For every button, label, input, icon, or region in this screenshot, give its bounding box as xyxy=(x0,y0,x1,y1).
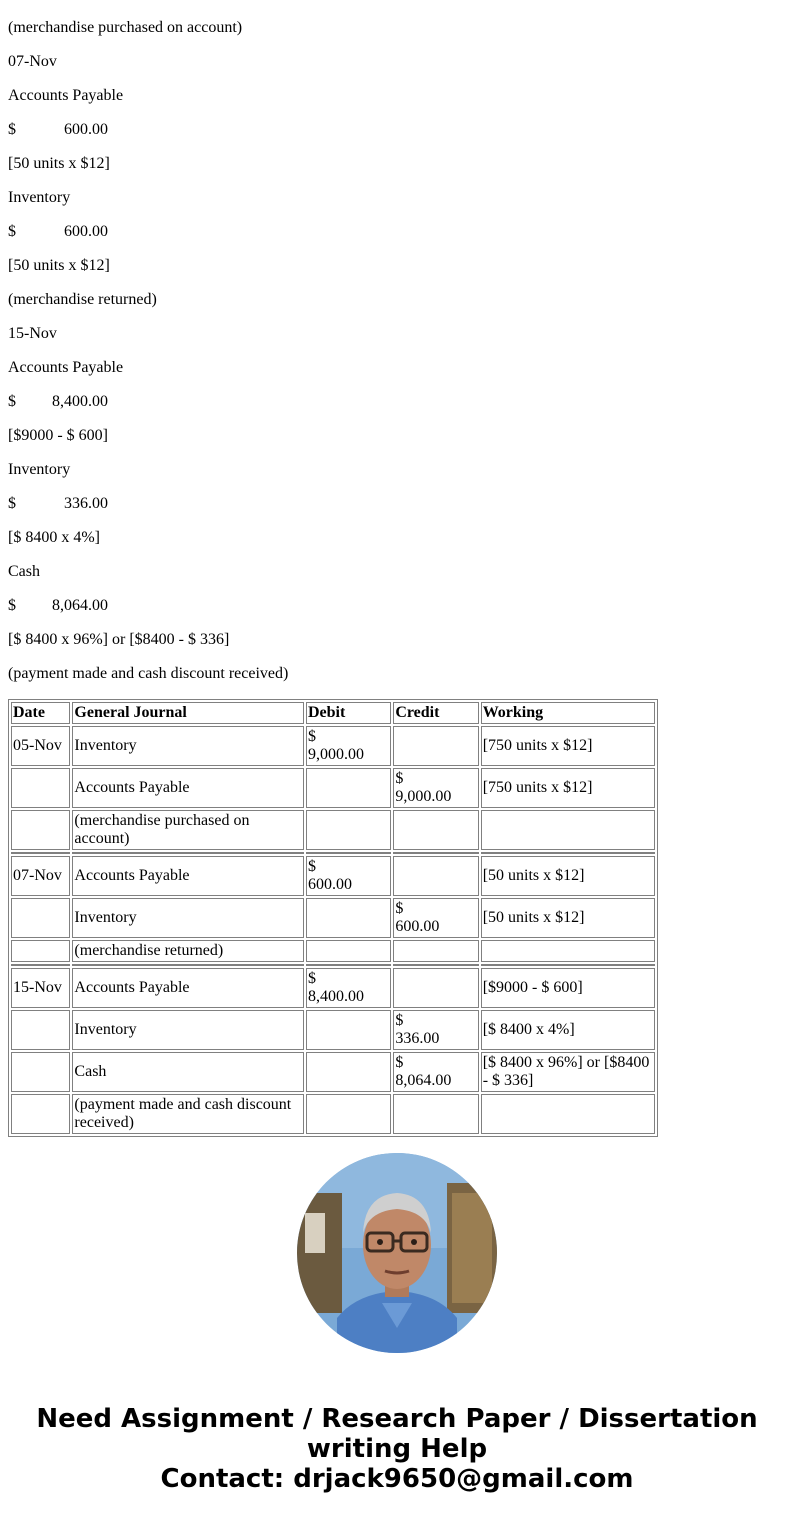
promo-line-2: writing Help xyxy=(306,1434,488,1464)
cell-debit: $ 9,000.00 xyxy=(306,726,391,766)
text-line: (merchandise returned) xyxy=(8,291,157,308)
amount-line xyxy=(8,495,108,513)
cell-working: [$ 8400 x 4%] xyxy=(481,1010,655,1050)
cell-account: Inventory xyxy=(72,1010,304,1050)
separator-cell xyxy=(306,852,391,854)
amount-value: 8,400.00 xyxy=(52,393,108,410)
amount-line xyxy=(8,597,108,615)
cell-credit: $ 336.00 xyxy=(393,1010,478,1050)
cell-working: [50 units x $12] xyxy=(481,856,655,896)
currency-symbol: $ xyxy=(8,393,16,410)
cell-date: 05-Nov xyxy=(11,726,70,766)
amount-line xyxy=(8,393,108,411)
separator-cell xyxy=(393,964,478,966)
promo-contact[interactable]: Contact: drjack9650@gmail.com xyxy=(160,1464,634,1494)
currency-symbol: $ xyxy=(8,597,16,614)
cell-debit xyxy=(306,898,391,938)
cell-debit xyxy=(306,1094,391,1134)
cell-working: [$9000 - $ 600] xyxy=(481,968,655,1008)
cell-date: 15-Nov xyxy=(11,968,70,1008)
cell-date xyxy=(11,898,70,938)
text-line: Inventory xyxy=(8,461,71,478)
table-header-row xyxy=(11,702,655,724)
table-row xyxy=(11,1094,655,1134)
cell-credit xyxy=(393,940,478,962)
separator-cell xyxy=(72,852,304,854)
text-line: Accounts Payable xyxy=(8,87,124,104)
text-line: Cash xyxy=(8,563,40,580)
cell-working xyxy=(481,1094,655,1134)
author-avatar xyxy=(297,1153,497,1353)
table-row xyxy=(11,726,655,766)
cell-credit xyxy=(393,856,478,896)
cell-account: Inventory xyxy=(72,726,304,766)
cell-account: Inventory xyxy=(72,898,304,938)
cell-date xyxy=(11,1010,70,1050)
separator-cell xyxy=(72,964,304,966)
amount-value: 336.00 xyxy=(64,495,108,512)
cell-debit: $ 8,400.00 xyxy=(306,968,391,1008)
cell-account: Accounts Payable xyxy=(72,768,304,808)
text-line: Accounts Payable xyxy=(8,359,124,376)
cell-working xyxy=(481,810,655,850)
table-row xyxy=(11,1010,655,1050)
column-header-working: Working xyxy=(481,702,655,724)
currency-symbol: $ xyxy=(8,121,16,138)
text-line: Inventory xyxy=(8,189,71,206)
column-header-credit: Credit xyxy=(393,702,478,724)
cell-credit xyxy=(393,810,478,850)
text-line: [50 units x $12] xyxy=(8,257,110,274)
cell-credit xyxy=(393,1094,478,1134)
separator-cell xyxy=(11,964,70,966)
cell-credit xyxy=(393,968,478,1008)
column-header-general-journal: General Journal xyxy=(72,702,304,724)
cell-working: [$ 8400 x 96%] or [$8400 - $ 336] xyxy=(481,1052,655,1092)
table-separator-row xyxy=(11,852,655,854)
promo-line-1: Need Assignment / Research Paper / Dissertation xyxy=(36,1404,758,1434)
cell-credit xyxy=(393,726,478,766)
cell-debit xyxy=(306,940,391,962)
cell-debit xyxy=(306,1010,391,1050)
cell-date xyxy=(11,810,70,850)
general-journal-table xyxy=(8,699,658,1137)
cell-account: (payment made and cash discount received) xyxy=(72,1094,304,1134)
promo-banner xyxy=(0,1404,794,1494)
cell-credit: $ 8,064.00 xyxy=(393,1052,478,1092)
separator-cell xyxy=(481,964,655,966)
cell-date xyxy=(11,940,70,962)
cell-account: (merchandise purchased on account) xyxy=(72,810,304,850)
cell-working: [50 units x $12] xyxy=(481,898,655,938)
cell-debit xyxy=(306,810,391,850)
text-line: (merchandise purchased on account) xyxy=(8,19,243,36)
amount-line xyxy=(8,223,108,241)
text-line: [$9000 - $ 600] xyxy=(8,427,108,444)
cell-credit: $ 600.00 xyxy=(393,898,478,938)
cell-date xyxy=(11,768,70,808)
text-line: (payment made and cash discount received) xyxy=(8,665,289,682)
column-header-debit: Debit xyxy=(306,702,391,724)
cell-date: 07-Nov xyxy=(11,856,70,896)
currency-symbol: $ xyxy=(8,223,16,240)
cell-date xyxy=(11,1052,70,1092)
cell-working: [750 units x $12] xyxy=(481,726,655,766)
text-line: 07-Nov xyxy=(8,53,57,70)
cell-credit: $ 9,000.00 xyxy=(393,768,478,808)
cell-debit xyxy=(306,768,391,808)
currency-symbol: $ xyxy=(8,495,16,512)
separator-cell xyxy=(481,852,655,854)
cell-account: Accounts Payable xyxy=(72,856,304,896)
separator-cell xyxy=(306,964,391,966)
text-line: [$ 8400 x 4%] xyxy=(8,529,100,546)
text-line: 15-Nov xyxy=(8,325,57,342)
table-separator-row xyxy=(11,964,655,966)
amount-value: 600.00 xyxy=(64,121,108,138)
cell-debit: $ 600.00 xyxy=(306,856,391,896)
table-row xyxy=(11,856,655,896)
table-row xyxy=(11,898,655,938)
table-row xyxy=(11,810,655,850)
amount-line xyxy=(8,121,108,139)
column-header-date: Date xyxy=(11,702,70,724)
cell-working: [750 units x $12] xyxy=(481,768,655,808)
cell-working xyxy=(481,940,655,962)
cell-date xyxy=(11,1094,70,1134)
table-row xyxy=(11,940,655,962)
amount-value: 600.00 xyxy=(64,223,108,240)
text-line: [50 units x $12] xyxy=(8,155,110,172)
separator-cell xyxy=(393,852,478,854)
cell-debit xyxy=(306,1052,391,1092)
cell-account: Cash xyxy=(72,1052,304,1092)
cell-account: Accounts Payable xyxy=(72,968,304,1008)
separator-cell xyxy=(11,852,70,854)
amount-value: 8,064.00 xyxy=(52,597,108,614)
table-row xyxy=(11,768,655,808)
author-portrait-image xyxy=(297,1153,497,1353)
text-line: [$ 8400 x 96%] or [$8400 - $ 336] xyxy=(8,631,230,648)
cell-account: (merchandise returned) xyxy=(72,940,304,962)
table-row xyxy=(11,968,655,1008)
table-row xyxy=(11,1052,655,1092)
